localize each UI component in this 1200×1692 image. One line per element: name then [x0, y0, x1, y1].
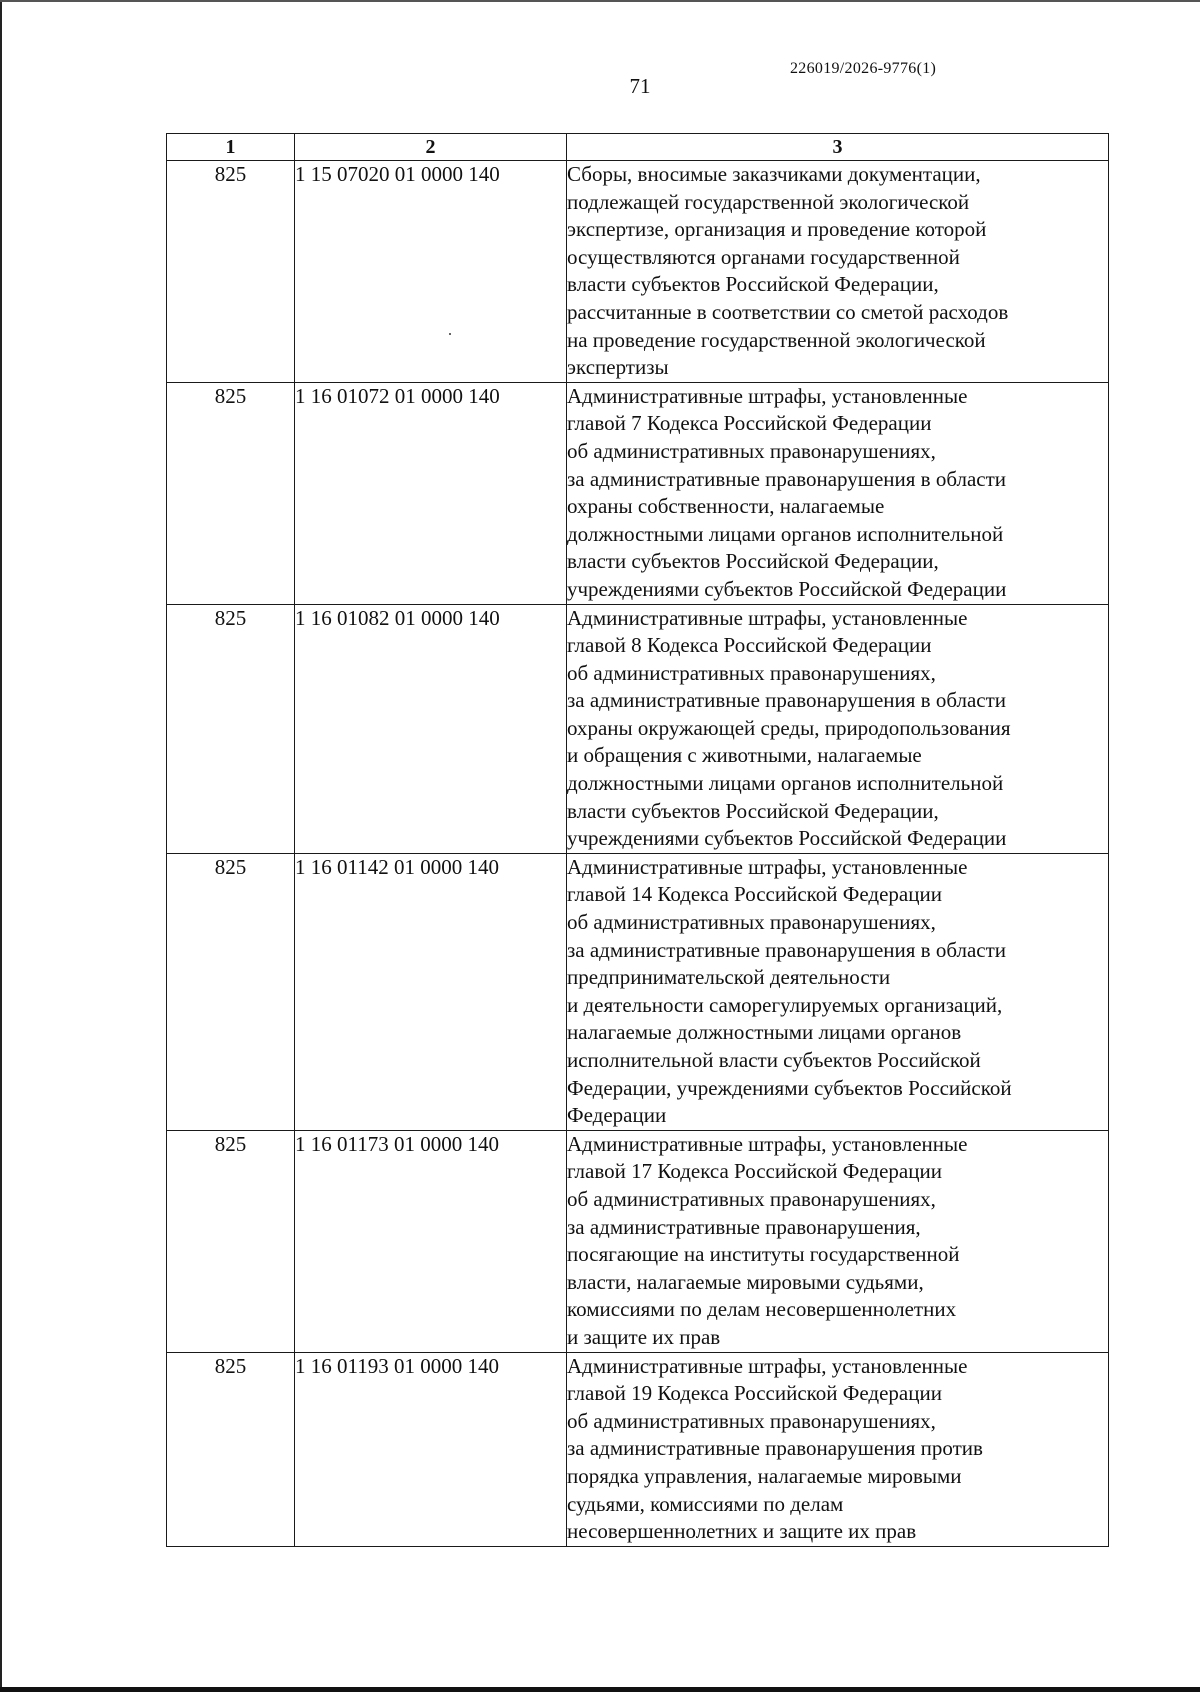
revenue-name-line: на проведение государственной экологической: [567, 327, 986, 352]
column-header-1: 1: [167, 134, 295, 161]
revenue-code-cell: 1 16 01142 01 0000 140: [295, 853, 567, 1130]
revenue-name-line: учреждениями субъектов Российской Федерации: [567, 826, 1007, 851]
table-row: [167, 1352, 1109, 1546]
revenue-name-line: и защите их прав: [567, 1324, 721, 1349]
revenue-name-line: Административные штрафы, установленные: [567, 383, 968, 408]
page-number: 71: [629, 74, 651, 98]
revenue-name-line: должностными лицами органов исполнительной: [567, 771, 1004, 796]
column-header-2: 2: [295, 134, 567, 161]
admin-code-cell: 825: [167, 853, 295, 1130]
revenue-name-line: за административные правонарушения против: [567, 1436, 983, 1461]
revenue-code-cell: 1 16 01072 01 0000 140: [295, 382, 567, 604]
revenue-name-line: об административных правонарушениях,: [567, 438, 936, 463]
revenue-name-line: за административные правонарушения в области: [567, 937, 1007, 962]
revenue-name-cell: [567, 161, 1109, 383]
admin-code-cell: 825: [167, 161, 295, 383]
table-row: [167, 853, 1109, 1130]
admin-code-cell: 825: [167, 1130, 295, 1352]
revenue-name-line: власти субъектов Российской Федерации,: [567, 549, 939, 574]
revenue-code-cell: 1 15 07020 01 0000 140: [295, 161, 567, 383]
column-header-3: 3: [567, 134, 1109, 161]
revenue-code-cell: 1 16 01193 01 0000 140: [295, 1352, 567, 1546]
revenue-name-line: экспертизе, организация и проведение которой: [567, 217, 987, 242]
revenue-name-line: главой 19 Кодекса Российской Федерации: [567, 1381, 942, 1406]
admin-code-cell: 825: [167, 604, 295, 853]
revenue-name-cell: [567, 604, 1109, 853]
admin-code-cell: 825: [167, 1352, 295, 1546]
revenue-name-line: должностными лицами органов исполнительной: [567, 521, 1004, 546]
revenue-name-line: власти субъектов Российской Федерации,: [567, 798, 939, 823]
revenue-name-line: главой 7 Кодекса Российской Федерации: [567, 411, 932, 436]
revenue-name-line: подлежащей государственной экологической: [567, 189, 970, 214]
revenue-name-line: Сборы, вносимые заказчиками документации,: [567, 162, 981, 186]
revenue-name-line: Административные штрафы, установленные: [567, 854, 968, 879]
page-edge-bottom: [0, 1687, 1200, 1692]
table-row: [167, 382, 1109, 604]
revenue-name-line: порядка управления, налагаемые мировыми: [567, 1463, 962, 1488]
revenue-name-line: предпринимательской деятельности: [567, 965, 891, 990]
revenue-name-line: судьями, комиссиями по делам: [567, 1491, 844, 1516]
revenue-name-line: за административные правонарушения,: [567, 1214, 921, 1239]
revenue-name-line: несовершеннолетних и защите их прав: [567, 1519, 917, 1544]
revenue-name-line: осуществляются органами государственной: [567, 244, 960, 269]
revenue-name-line: охраны окружающей среды, природопользования: [567, 715, 1011, 740]
table-header-row: [167, 134, 1109, 161]
revenue-name-line: рассчитанные в соответствии со сметой расходов: [567, 299, 1009, 324]
revenue-name-cell: [567, 853, 1109, 1130]
revenue-classification-table: [166, 133, 1109, 1547]
revenue-name-line: за административные правонарушения в области: [567, 688, 1007, 713]
revenue-name-line: Федерации, учреждениями субъектов Российской: [567, 1075, 1012, 1100]
revenue-name-line: Федерации: [567, 1103, 667, 1128]
revenue-name-line: исполнительной власти субъектов Российской: [567, 1048, 981, 1072]
revenue-name-line: экспертизы: [567, 355, 669, 380]
revenue-code-cell: 1 16 01082 01 0000 140: [295, 604, 567, 853]
page-edge-top: [0, 0, 1200, 2]
revenue-name-line: и деятельности саморегулируемых организаций,: [567, 992, 1003, 1017]
revenue-name-line: Административные штрафы, установленные: [567, 1131, 968, 1156]
revenue-name-cell: [567, 1130, 1109, 1352]
revenue-name-line: главой 14 Кодекса Российской Федерации: [567, 882, 942, 907]
revenue-name-line: главой 8 Кодекса Российской Федерации: [567, 633, 932, 658]
revenue-name-line: Административные штрафы, установленные: [567, 605, 968, 630]
revenue-name-line: охраны собственности, налагаемые: [567, 494, 885, 519]
revenue-name-line: об административных правонарушениях,: [567, 1186, 936, 1211]
table-row: [167, 604, 1109, 853]
revenue-name-line: за административные правонарушения в области: [567, 466, 1007, 491]
page-edge-left: [0, 0, 2, 1692]
revenue-name-line: об административных правонарушениях,: [567, 660, 936, 685]
table-row: [167, 161, 1109, 383]
revenue-name-cell: [567, 382, 1109, 604]
revenue-name-line: комиссиями по делам несовершеннолетних: [567, 1297, 957, 1322]
revenue-name-cell: [567, 1352, 1109, 1546]
table-row: [167, 1130, 1109, 1352]
revenue-name-line: посягающие на институты государственной: [567, 1242, 960, 1267]
revenue-name-line: об административных правонарушениях,: [567, 910, 936, 935]
revenue-name-line: главой 17 Кодекса Российской Федерации: [567, 1159, 942, 1184]
revenue-code-cell: 1 16 01173 01 0000 140: [295, 1130, 567, 1352]
revenue-name-line: власти субъектов Российской Федерации,: [567, 272, 939, 297]
revenue-name-line: Административные штрафы, установленные: [567, 1353, 968, 1378]
revenue-name-line: об административных правонарушениях,: [567, 1408, 936, 1433]
revenue-name-line: учреждениями субъектов Российской Федерации: [567, 576, 1007, 601]
revenue-name-line: власти, налагаемые мировыми судьями,: [567, 1269, 924, 1294]
admin-code-cell: 825: [167, 382, 295, 604]
revenue-name-line: налагаемые должностными лицами органов: [567, 1020, 962, 1045]
revenue-name-line: и обращения с животными, налагаемые: [567, 743, 922, 768]
document-number: 226019/2026-9776(1): [790, 60, 937, 77]
